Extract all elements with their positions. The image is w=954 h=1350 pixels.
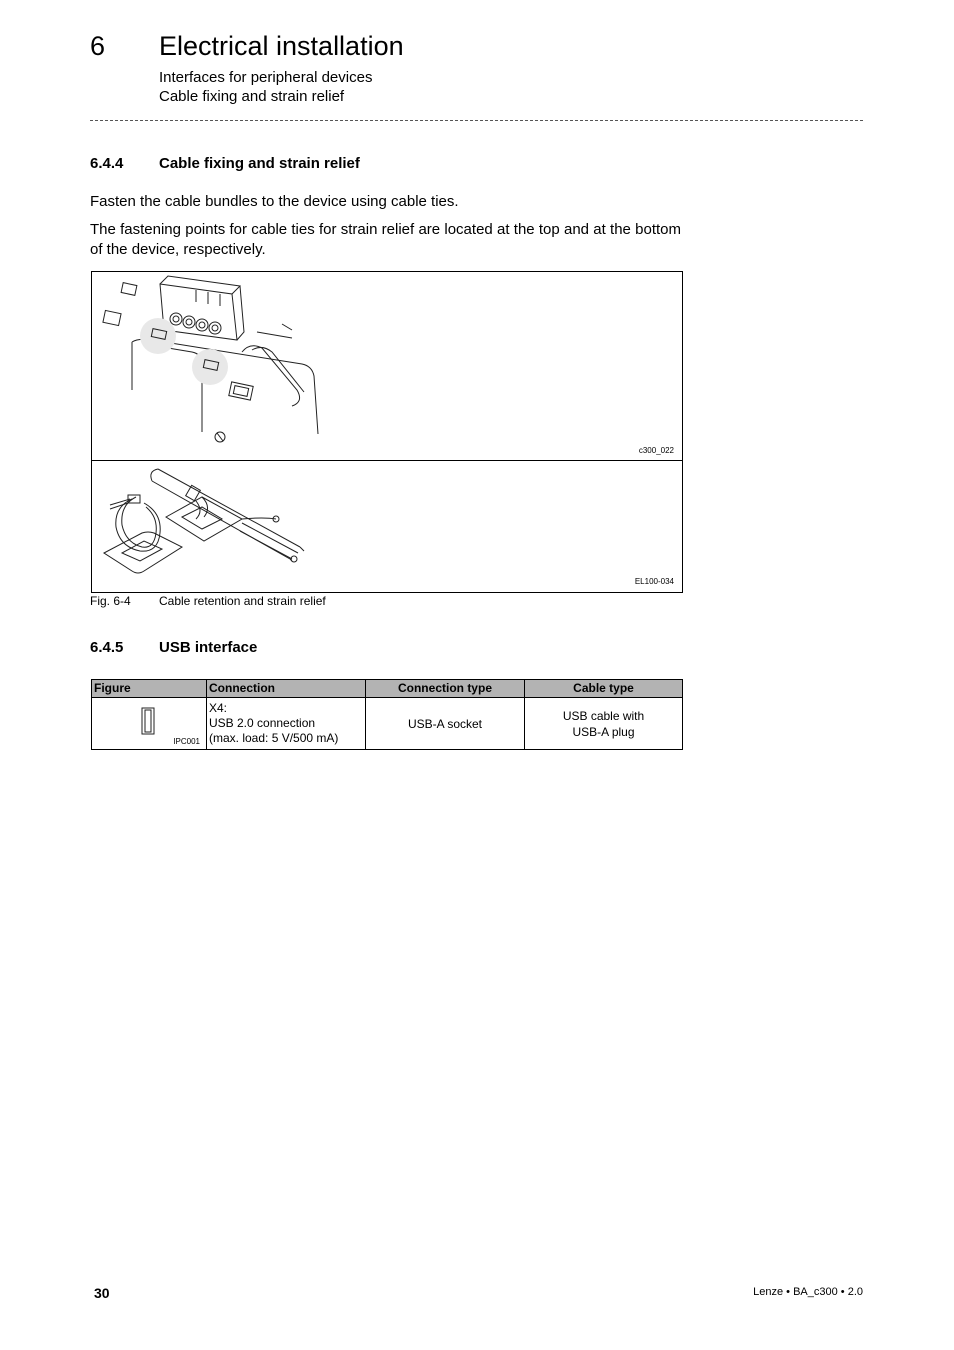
header-connection: Connection [207,680,366,698]
header-divider [90,120,863,121]
header-subtitle-2: Cable fixing and strain relief [159,88,345,105]
section-645-title: USB interface [159,639,258,656]
connection-line-2: USB 2.0 connection [209,716,316,730]
paragraph-cable-ties: Fasten the cable bundles to the device using cable ties. [90,193,459,210]
chapter-number: 6 [90,31,106,61]
header-subtitle-1: Interfaces for peripheral devices [159,69,373,86]
chapter-title: Electrical installation [159,31,404,61]
page-number: 30 [94,1285,110,1301]
figure-cable-tie [91,460,683,593]
cell-cable-type [525,698,683,750]
header-figure: Figure [92,680,207,698]
header-connection-type: Connection type [366,680,525,698]
cell-figure [92,698,207,750]
cell-connection [207,698,366,750]
figure-caption-text: Cable retention and strain relief [159,594,326,608]
figure-code-top: c300_022 [638,446,674,455]
figure-device-fastening [91,271,683,462]
cable-type-line-2: USB-A plug [572,724,635,739]
figure-caption-number: Fig. 6-4 [90,594,131,608]
figure-code-bottom: EL100-034 [634,577,674,586]
cable-tie-drawing [92,461,682,592]
device-fastening-drawing [92,272,682,461]
connection-line-1: X4: [209,701,228,715]
section-644-number: 6.4.4 [90,155,124,172]
section-645-number: 6.4.5 [90,639,124,656]
header-cable-type: Cable type [525,680,683,698]
connection-line-3: (max. load: 5 V/500 mA) [209,731,339,745]
table-header-row [92,680,683,698]
document-reference: Lenze • BA_c300 • 2.0 [753,1286,863,1298]
usb-interface-table [91,679,683,750]
paragraph-fastening-points: The fastening points for cable ties for strain relief are located at the top and at the bottom of the device, respectively. [90,221,681,258]
table-row [92,698,683,750]
usb-figure-code: IPC001 [173,737,200,746]
section-644-title: Cable fixing and strain relief [159,155,360,172]
cable-type-line-1: USB cable with [562,708,645,723]
cell-connection-type: USB-A socket [366,698,525,750]
usb-port-icon [141,707,157,737]
